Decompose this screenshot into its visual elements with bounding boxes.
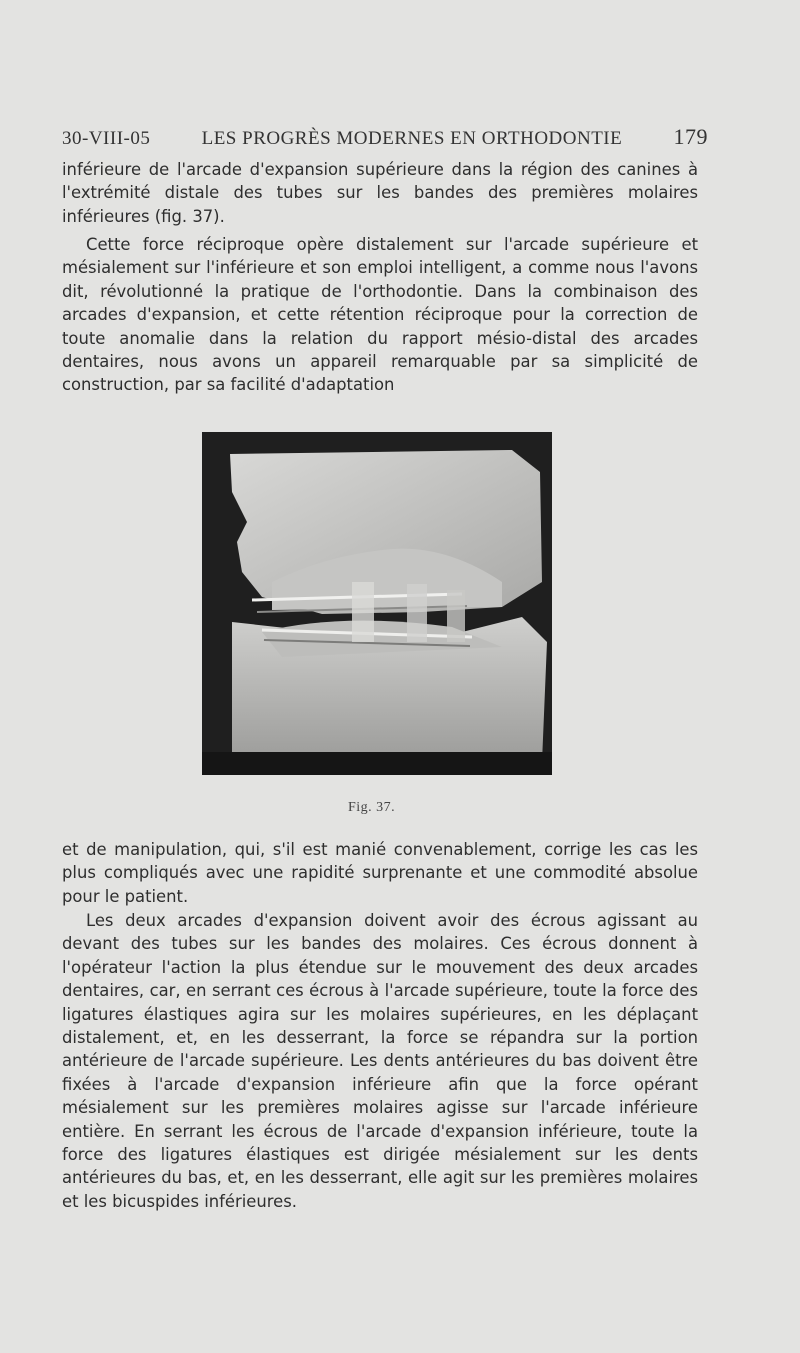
page-number: 179 bbox=[673, 124, 708, 149]
running-header bbox=[62, 124, 708, 150]
figure-photo-dental-cast bbox=[202, 432, 552, 775]
header-title: LES PROGRÈS MODERNES EN ORTHODONTIE bbox=[201, 128, 623, 149]
dental-cast-illustration bbox=[202, 432, 552, 775]
paragraph: Les deux arcades d'expansion doivent avoir des écrous agissant au devant des tubes sur les bandes des molaires. Ces écrous donnent à l'opérateur l'action la plus étendue sur le mouvement des deux arcades dentaires, car, en serrant ces écrous à l'arcade supérieure, toute la force des ligatures élastiques agira sur les molaires supérieures, en les déplaçant distalement, et, en les desserrant, la force se répandra sur la portion antérieure de l'arcade supérieure. Les dents antérieures du bas doivent être fixées à l'arcade d'expansion inférieure afin que la force opérant mésialement sur les premières molaires agisse sur l'arcade inférieure entière. En serrant les écrous de l'arcade d'expansion inférieure, toute la force des ligatures élastiques est dirigée mésialement sur les dents antérieures du bas, et, en les desserrant, elle agit sur les premières molaires et les bicuspides inférieures. bbox=[62, 911, 698, 1211]
paragraph-continuation-after-figure: et de manipulation, qui, s'il est manié convenablement, corrige les cas les plus compliqués avec une rapidité surprenante et une commodité absolue pour le patient. bbox=[62, 840, 698, 906]
figure-caption: Fig. 37. bbox=[348, 800, 396, 815]
paragraph-continuation: inférieure de l'arcade d'expansion supérieure dans la région des canines à l'extrémité distale des tubes sur les bandes des premières molaires inférieures (fig. 37). bbox=[62, 160, 698, 226]
header-date: 30-VIII-05 bbox=[62, 128, 151, 149]
paragraph: Cette force réciproque opère distalement sur l'arcade supérieure et mésialement sur l'inférieure et son emploi intelligent, a comme nous l'avons dit, révolutionné la pratique de l'orthodontie. Dans la combinaison des arcades d'expansion, et cette rétention réciproque pour la correction de toute anomalie dans la relation du rapport mésio-distal des arcades dentaires, nous avons un appareil remarquable par sa simplicité de construction, par sa facilité d'adaptation bbox=[62, 235, 698, 395]
